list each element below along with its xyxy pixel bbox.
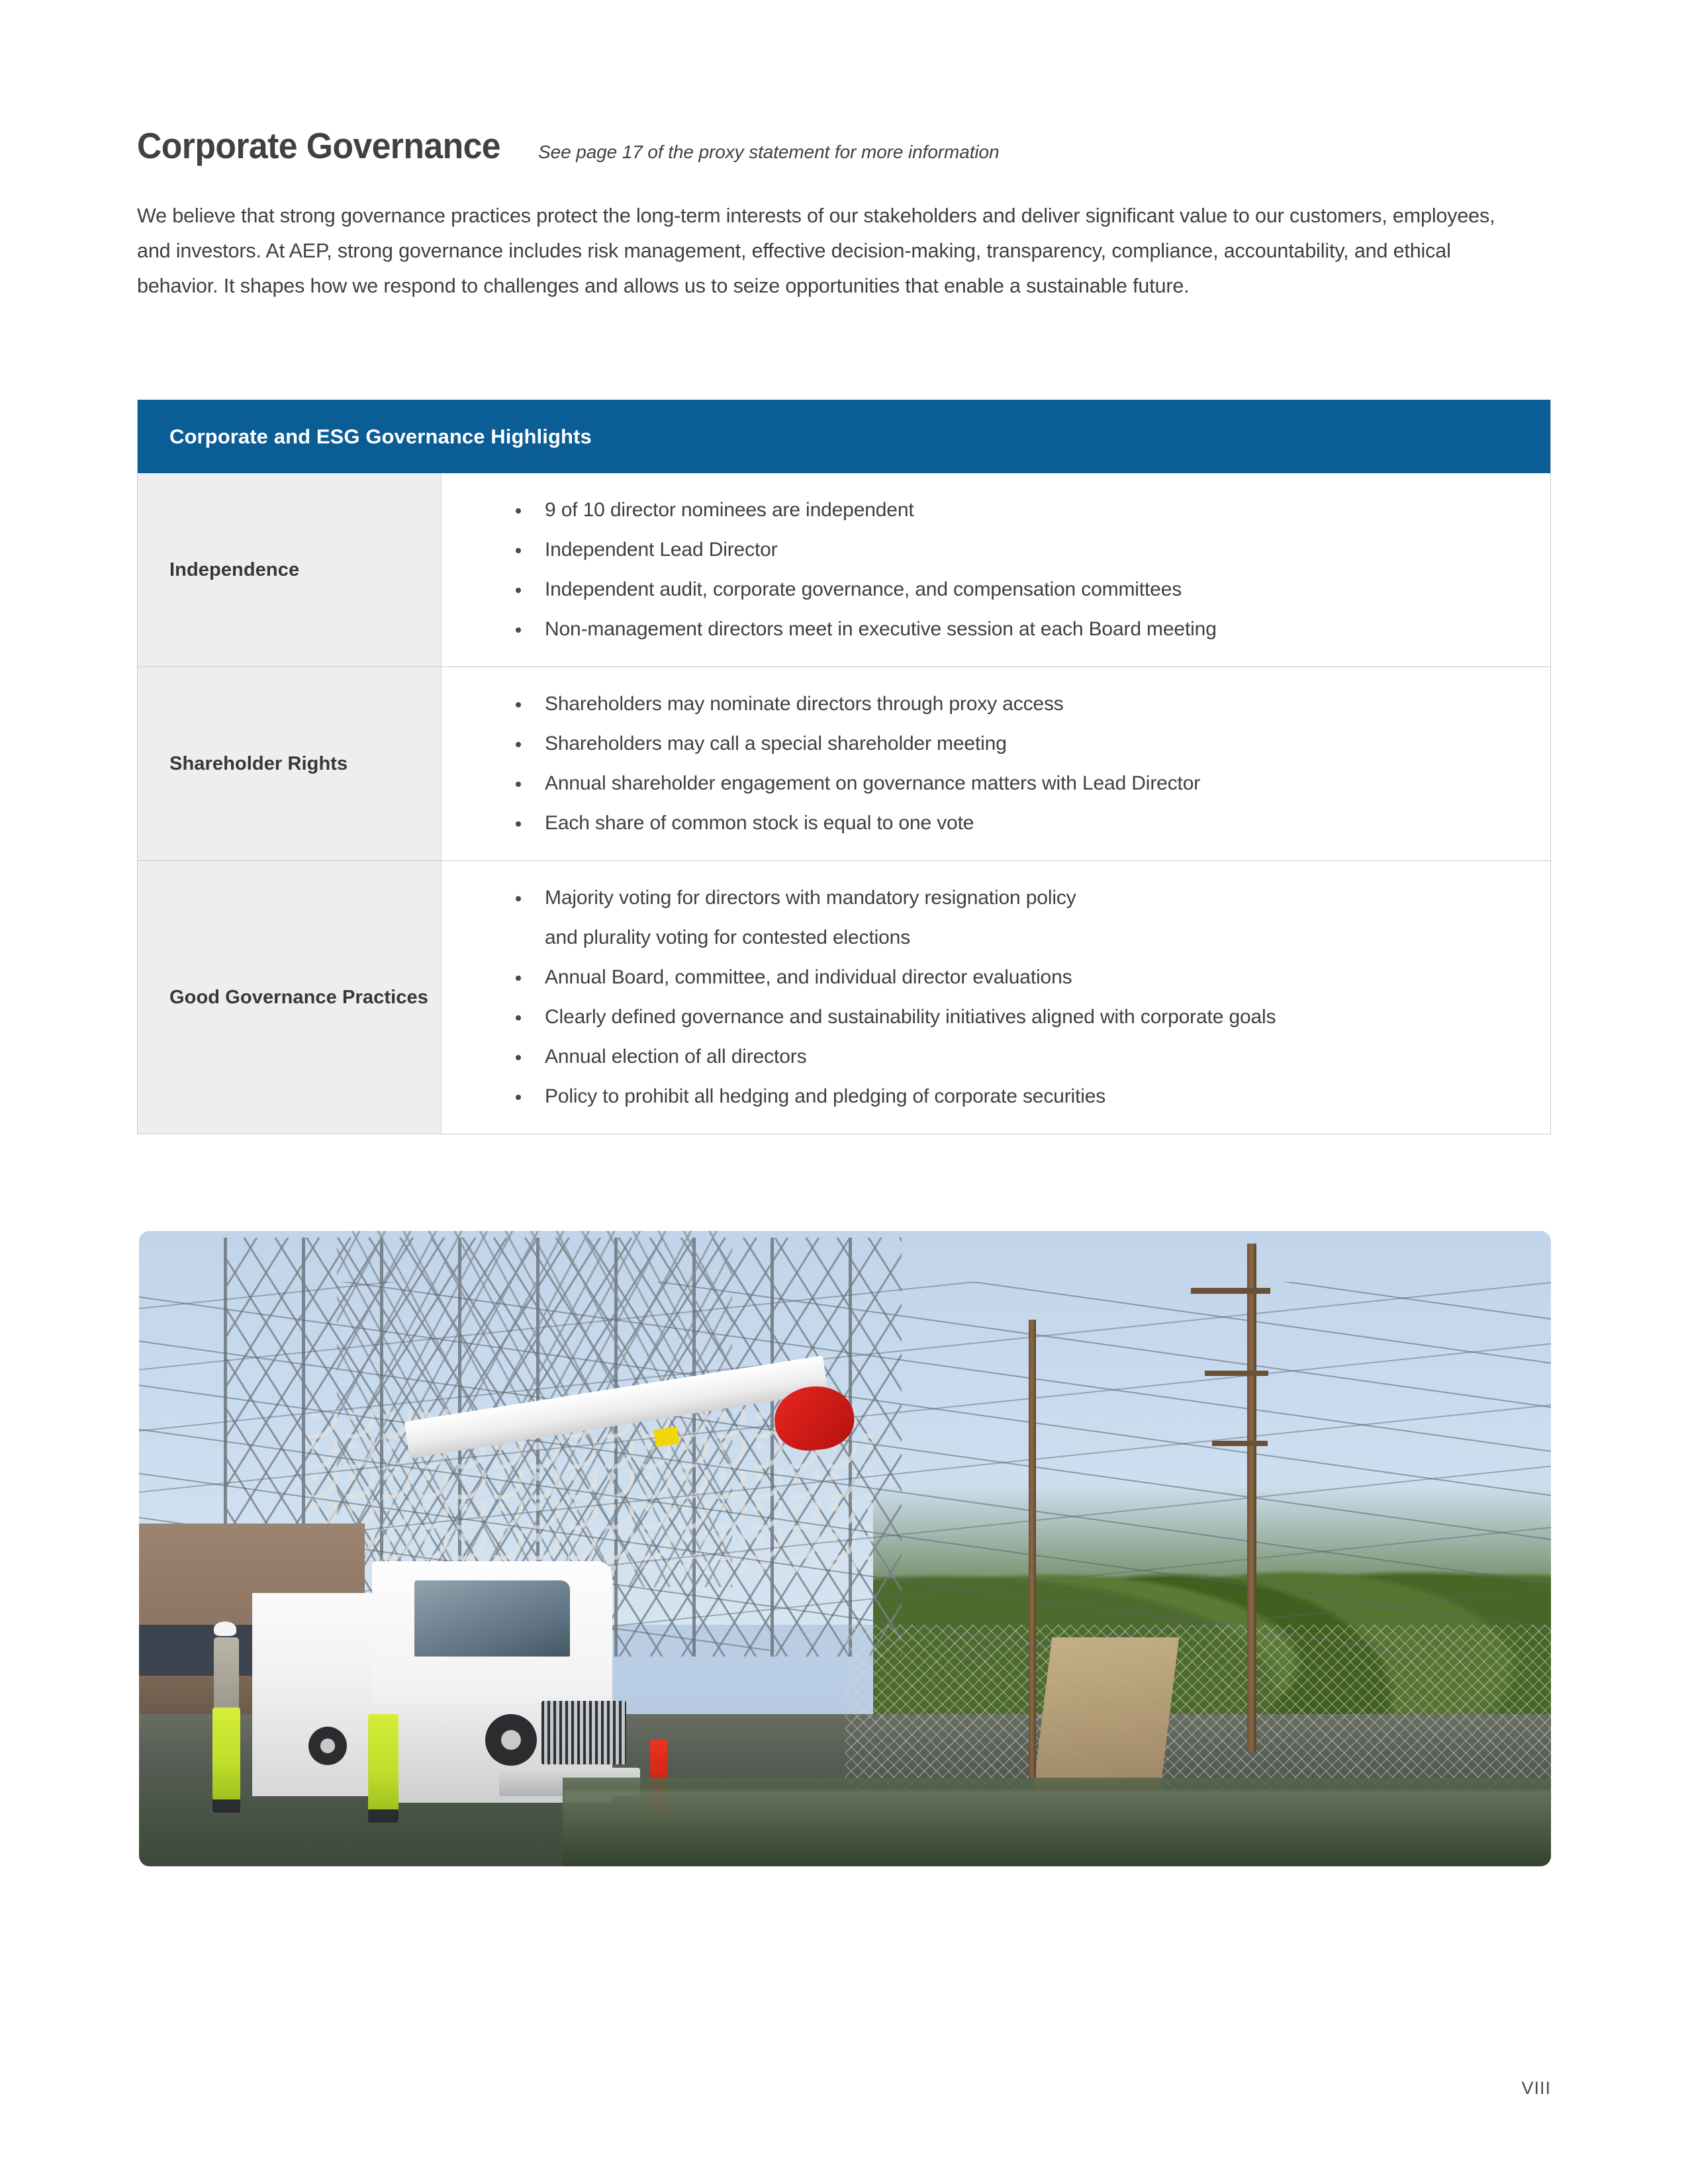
table-body bbox=[138, 473, 1550, 1134]
bullet-item: Independent audit, corporate governance, and compensation committees bbox=[442, 570, 1530, 610]
bullet-item: Independent Lead Director bbox=[442, 530, 1530, 570]
bullet-item: 9 of 10 director nominees are independent bbox=[442, 490, 1530, 530]
bullet-list bbox=[442, 878, 1530, 1116]
photo-vignette bbox=[139, 1231, 1551, 1866]
bullet-item: Majority voting for directors with mandatory resignation policy and plurality voting for contested elections bbox=[442, 878, 1530, 958]
table-row bbox=[138, 666, 1550, 860]
bullet-item: Annual shareholder engagement on governance matters with Lead Director bbox=[442, 764, 1530, 803]
row-label: Shareholder Rights bbox=[138, 667, 442, 860]
table-row bbox=[138, 860, 1550, 1134]
bullet-item: Each share of common stock is equal to one vote bbox=[442, 803, 1530, 843]
bullet-list bbox=[442, 684, 1530, 843]
row-label: Good Governance Practices bbox=[138, 861, 442, 1134]
table-header: Corporate and ESG Governance Highlights bbox=[138, 400, 1550, 473]
row-label: Independence bbox=[138, 473, 442, 666]
bullet-list bbox=[442, 490, 1530, 649]
bullet-item: Annual Board, committee, and individual director evaluations bbox=[442, 958, 1530, 997]
intro-paragraph: We believe that strong governance practices protect the long-term interests of our stakeholders and deliver significant value to our customers, employees, and investors. At AEP, strong governance includes risk management, effective decision-making, transparency, compliance, accountability, and ethical behavior. It shapes how we respond to challenges and allows us to seize opportunities that enable a sustainable future. bbox=[137, 205, 1495, 297]
bullet-item: Non-management directors meet in executive session at each Board meeting bbox=[442, 610, 1530, 649]
bullet-item: Policy to prohibit all hedging and pledging of corporate securities bbox=[442, 1077, 1530, 1116]
page-number: VIII bbox=[1521, 2078, 1551, 2098]
bullet-item: Clearly defined governance and sustainability initiatives aligned with corporate goals bbox=[442, 997, 1530, 1037]
substation-photo bbox=[139, 1231, 1551, 1866]
page-title: Corporate Governance bbox=[137, 125, 500, 166]
row-content bbox=[442, 667, 1550, 860]
governance-highlights-table bbox=[137, 400, 1551, 1134]
page-title-note: See page 17 of the proxy statement for more information bbox=[538, 142, 1000, 162]
row-content bbox=[442, 861, 1550, 1134]
row-content bbox=[442, 473, 1550, 666]
bullet-item: Annual election of all directors bbox=[442, 1037, 1530, 1077]
page-heading bbox=[137, 124, 999, 167]
bullet-item-continuation: and plurality voting for contested elections bbox=[545, 927, 911, 948]
bullet-item: Shareholders may nominate directors through proxy access bbox=[442, 684, 1530, 724]
bullet-item: Shareholders may call a special shareholder meeting bbox=[442, 724, 1530, 764]
table-row bbox=[138, 473, 1550, 666]
